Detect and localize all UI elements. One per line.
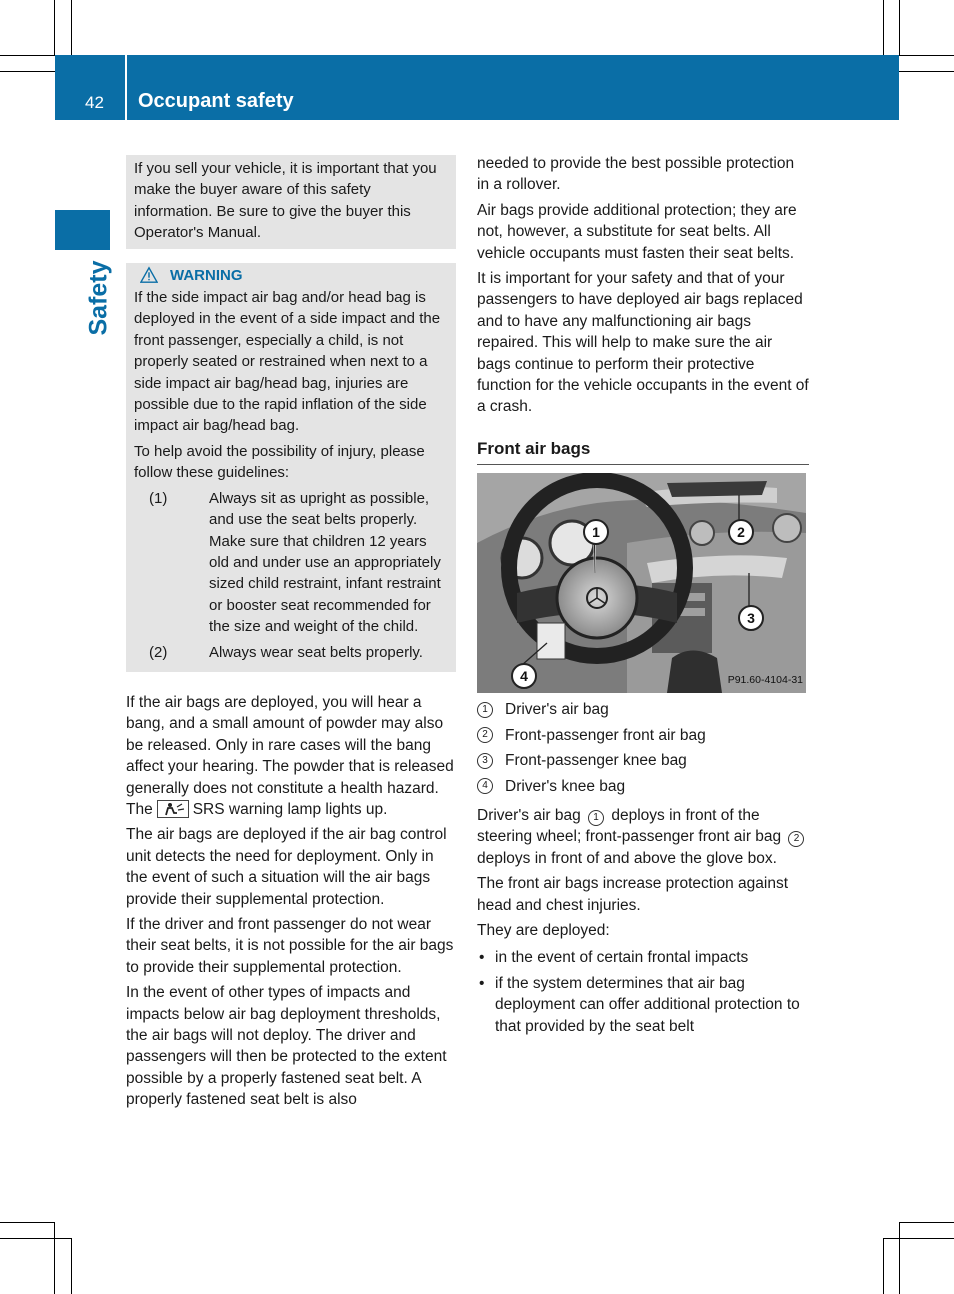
crop-mark — [71, 0, 72, 55]
side-label: Safety — [84, 260, 113, 336]
list-item — [134, 488, 448, 638]
legend-number: 2 — [477, 727, 493, 743]
paragraph: It is important for your safety and that of your passengers to have deployed air bags replaced and to have any malfunctioning air bags repaired. This will help to make sure the air bags continue to perform their protective function for the vehicle occupants in the event of a crash. — [477, 270, 809, 416]
crop-mark — [883, 1238, 884, 1294]
legend-item — [477, 699, 809, 720]
warning-title: WARNING — [170, 266, 243, 284]
warning-intro: If the side impact air bag and/or head bag is deployed in the event of a side impact and the front passenger, especially a child, is not properly seated or restrained when next to a side impact air bag/head bag, injuries are possible due to the rapid inflation of the side impact air bag/head bag. — [134, 289, 441, 435]
warning-guide-intro: To help avoid the possibility of injury, please follow these guidelines: — [134, 442, 425, 482]
left-column — [126, 155, 456, 1115]
warning-box — [126, 263, 456, 672]
legend-number: 4 — [477, 778, 493, 794]
paragraph-text: Driver's air bag — [477, 806, 581, 824]
list-item-text: Always wear seat belts properly. — [209, 643, 423, 661]
crop-mark — [54, 1222, 55, 1294]
legend-number: 1 — [477, 702, 493, 718]
legend-number: 3 — [477, 753, 493, 769]
left-body — [126, 692, 456, 1111]
legend-text: Front-passenger front air bag — [505, 726, 706, 744]
list-item-text: Always sit as upright as possible, and use the seat belts properly. Make sure that children 12 years old and under use an appropriately sized child restraint, infant restraint or booster seat recommended for the size and weight of the child. — [209, 489, 441, 636]
callout-3: 3 — [738, 605, 764, 631]
legend-text: Front-passenger knee bag — [505, 752, 687, 770]
paragraph — [477, 805, 809, 869]
bullet-list — [477, 947, 809, 1037]
srs-warning-lamp-icon — [157, 800, 189, 818]
legend-item — [477, 776, 809, 797]
list-item-number: (2) — [149, 643, 168, 661]
crop-mark — [899, 1222, 900, 1294]
warning-heading — [134, 265, 448, 286]
list-item-text: in the event of certain frontal impacts — [495, 949, 749, 967]
paragraph: They are deployed: — [477, 921, 610, 939]
subsection-heading: Front air bags — [477, 438, 809, 465]
crop-mark — [0, 1238, 71, 1239]
list-item — [477, 947, 809, 968]
crop-mark — [0, 71, 55, 72]
list-item-text: if the system determines that air bag deployment can offer additional protection to that provided by the seat belt — [495, 974, 800, 1035]
crop-mark — [883, 1238, 954, 1239]
paragraph: The front air bags increase protection against head and chest injuries. — [477, 875, 789, 914]
figure-legend — [477, 699, 809, 797]
page-number: 42 — [85, 93, 104, 112]
callout-1: 1 — [583, 519, 609, 545]
crop-mark — [54, 0, 55, 55]
legend-item — [477, 725, 809, 746]
legend-text: Driver's knee bag — [505, 777, 626, 795]
crop-mark — [883, 0, 884, 55]
warning-triangle-icon — [140, 266, 158, 284]
figure-code: P91.60-4104-31 — [727, 673, 803, 686]
header-divider — [125, 55, 127, 120]
paragraph: needed to provide the best possible protection in a rollover. — [477, 155, 795, 194]
callout-4: 4 — [511, 663, 537, 689]
paragraph-text: deploys in front of the steering wheel; front-passenger front air bag — [477, 806, 782, 846]
inline-callout-2: 2 — [788, 831, 804, 847]
crop-mark — [899, 0, 900, 55]
list-item — [134, 642, 448, 663]
paragraph-text: If the air bags are deployed, you will hear a bang, and a small amount of powder may also be released. Only in rare cases will the bang affect your hearing. The powder that is released generally does not constitute a health hazard. The — [126, 693, 454, 818]
crop-mark — [71, 1238, 72, 1294]
note-text: If you sell your vehicle, it is important that you make the buyer aware of this safety information. Be sure to give the buyer this Operator's Manual. — [134, 160, 437, 242]
legend-item — [477, 750, 809, 771]
section-title: Occupant safety — [138, 90, 294, 112]
paragraph: The air bags are deployed if the air bag control unit detects the need for deployment. Only in the event of such a situation will the air bags provide their supplemental protection. — [126, 826, 447, 908]
bullet-marker: • — [479, 949, 485, 967]
paragraph: If the driver and front passenger do not wear their seat belts, it is not possible for the air bags to provide their supplemental protection. — [126, 916, 454, 976]
front-air-bags-figure — [477, 473, 806, 693]
crop-mark — [0, 1222, 55, 1223]
crop-mark — [0, 55, 55, 56]
callout-2: 2 — [728, 519, 754, 545]
crop-mark — [899, 55, 954, 56]
note-box — [126, 155, 456, 249]
paragraph: Air bags provide additional protection; they are not, however, a substitute for seat belts. All vehicle occupants must fasten their seat belts. — [477, 201, 797, 262]
inline-callout-1: 1 — [588, 810, 604, 826]
right-column — [477, 153, 809, 1041]
paragraph — [126, 692, 456, 820]
crop-mark — [899, 1222, 954, 1223]
paragraph: In the event of other types of impacts and impacts below air bag deployment thresholds, the air bags will not deploy. The driver and passengers will then be protected to the extent possible by a properly fastened seat belt. A properly fastened seat belt is also — [126, 984, 447, 1109]
list-item-number: (1) — [149, 489, 168, 507]
paragraph-text: deploys in front of and above the glove box. — [477, 849, 777, 867]
legend-text: Driver's air bag — [505, 701, 609, 719]
dashboard-illustration — [477, 473, 806, 693]
side-tab — [55, 210, 110, 250]
warning-guidelines-list — [134, 488, 448, 663]
page-header — [55, 55, 899, 120]
list-item — [477, 973, 809, 1037]
paragraph-text: SRS warning lamp lights up. — [192, 800, 388, 818]
bullet-marker: • — [479, 974, 485, 992]
crop-mark — [899, 71, 954, 72]
